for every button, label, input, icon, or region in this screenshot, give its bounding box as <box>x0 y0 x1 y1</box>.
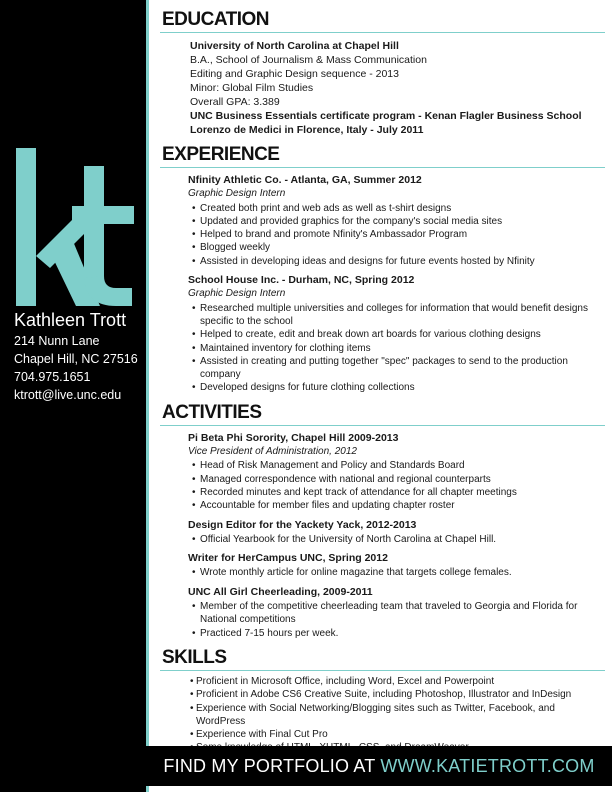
resume-content <box>160 8 605 761</box>
education-section <box>160 8 605 137</box>
activity-entry <box>188 552 605 580</box>
bullet-item: • Practiced 7-15 hours per week. <box>188 627 605 640</box>
bullet-item: • Assisted in developing ideas and designs for future events hosted by Nfinity <box>188 255 605 268</box>
entry-heading: Pi Beta Phi Sorority, Chapel Hill 2009-2013 <box>188 431 399 444</box>
bullet-item: • Recorded minutes and kept track of attendance for all chapter meetings <box>188 486 605 499</box>
experience-heading: EXPERIENCE <box>160 143 605 168</box>
bullet-item: • Maintained inventory for clothing items <box>188 342 605 355</box>
skill-item: • Experience with Social Networking/Blogging sites such as Twitter, Facebook, and WordPress <box>190 702 605 729</box>
experience-entry <box>188 274 605 395</box>
activity-entry <box>188 519 605 547</box>
bullet-item: • Head of Risk Management and Policy and Standards Board <box>188 459 605 472</box>
education-list <box>190 39 605 137</box>
bullet-list <box>188 533 605 546</box>
skill-item: • Proficient in Adobe CS6 Creative Suite, including Photoshop, Illustrator and InDesign <box>190 688 605 701</box>
bullet-item: • Managed correspondence with national and regional counterparts <box>188 473 605 486</box>
bullet-list <box>188 459 605 512</box>
education-line: Editing and Graphic Design sequence - 2013 <box>190 68 399 80</box>
skills-heading: SKILLS <box>160 646 605 671</box>
bullet-item: • Wrote monthly article for online magazine that targets college females. <box>188 566 605 579</box>
bullet-item: • Created both print and web ads as well as t-shirt designs <box>188 202 605 215</box>
entry-role: Vice President of Administration, 2012 <box>188 446 357 458</box>
education-line: B.A., School of Journalism & Mass Communication <box>190 54 427 66</box>
experience-entry <box>188 174 605 268</box>
skill-item: • Proficient in Microsoft Office, including Word, Excel and Powerpoint <box>190 675 605 688</box>
bullet-list <box>188 202 605 268</box>
education-line: Lorenzo de Medici in Florence, Italy - July 2011 <box>190 124 424 136</box>
bullet-item: • Helped to brand and promote Nfinity's Ambassador Program <box>188 228 605 241</box>
bullet-list <box>188 566 605 579</box>
bullet-list <box>188 302 605 395</box>
entry-role: Graphic Design Intern <box>188 288 286 300</box>
bullet-item: • Developed designs for future clothing collections <box>188 381 605 394</box>
kt-monogram-logo <box>16 148 134 306</box>
experience-section <box>160 143 605 395</box>
bullet-item: • Updated and provided graphics for the company's social media sites <box>188 215 605 228</box>
activity-entry <box>188 432 605 513</box>
activities-section <box>160 401 605 640</box>
entry-heading: Design Editor for the Yackety Yack, 2012-2013 <box>188 518 417 531</box>
sidebar <box>0 0 146 792</box>
footer-text <box>163 756 594 777</box>
sidebar-accent-stripe <box>146 0 149 792</box>
bullet-item: • Member of the competitive cheerleading team that traveled to Georgia and Florida for National competitions <box>188 600 605 627</box>
entry-heading: School House Inc. - Durham, NC, Spring 2012 <box>188 274 415 287</box>
bullet-item: • Official Yearbook for the University of North Carolina at Chapel Hill. <box>188 533 605 546</box>
portfolio-footer <box>146 746 612 786</box>
address-line-2: Chapel Hill, NC 27516 <box>14 352 138 366</box>
activity-entry <box>188 586 605 640</box>
entry-heading: Writer for HerCampus UNC, Spring 2012 <box>188 552 388 565</box>
bullet-list <box>188 600 605 640</box>
bullet-item: • Helped to create, edit and break down art boards for various clothing designs <box>188 328 605 341</box>
activities-heading: ACTIVITIES <box>160 401 605 426</box>
bullet-item: • Blogged weekly <box>188 241 605 254</box>
bullet-item: • Researched multiple universities and colleges for information that would benefit designs specific to the school <box>188 302 605 329</box>
education-line: Overall GPA: 3.389 <box>190 96 280 108</box>
skills-list <box>190 675 605 755</box>
bullet-item: • Accountable for member files and updating chapter roster <box>188 499 605 512</box>
education-heading: EDUCATION <box>160 8 605 33</box>
phone-number: 704.975.1651 <box>14 370 91 384</box>
portfolio-link[interactable]: WWW.KATIETROTT.COM <box>380 755 595 776</box>
address-line-1: 214 Nunn Lane <box>14 334 100 348</box>
education-line: UNC Business Essentials certificate program - Kenan Flagler Business School <box>190 110 582 122</box>
entry-heading: UNC All Girl Cheerleading, 2009-2011 <box>188 585 373 598</box>
candidate-name: Kathleen Trott <box>14 310 127 330</box>
contact-block <box>14 308 138 404</box>
skill-item: • Experience with Final Cut Pro <box>190 728 605 741</box>
email-address[interactable]: ktrott@live.unc.edu <box>14 388 122 402</box>
education-line: Minor: Global Film Studies <box>190 82 314 94</box>
footer-label: FIND MY PORTFOLIO AT <box>163 755 381 776</box>
skills-section <box>160 646 605 755</box>
education-line: University of North Carolina at Chapel Hill <box>190 40 399 52</box>
entry-heading: Nfinity Athletic Co. - Atlanta, GA, Summer 2012 <box>188 174 422 186</box>
entry-role: Graphic Design Intern <box>188 188 286 200</box>
bullet-item: • Assisted in creating and putting together "spec" packages to send to the production company <box>188 355 605 382</box>
